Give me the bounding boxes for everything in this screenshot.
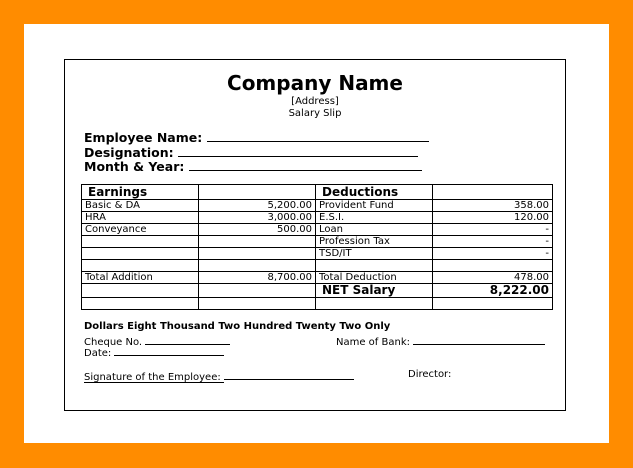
table-row — [82, 200, 553, 212]
deduction-amount: - — [433, 236, 553, 248]
cheque-field[interactable] — [145, 334, 230, 345]
date-row — [84, 345, 224, 360]
earning-amount: 500.00 — [199, 224, 316, 236]
deduction-amount: 358.00 — [433, 200, 553, 212]
director-label: Director: — [408, 369, 452, 380]
total-addition-amount: 8,700.00 — [199, 272, 316, 284]
employee-name-row — [84, 130, 429, 145]
earning-amount: 3,000.00 — [199, 212, 316, 224]
date-label: Date: — [84, 348, 112, 359]
director-row — [408, 369, 451, 381]
deduction-label: E.S.I. — [316, 212, 433, 224]
slip-title: Salary Slip — [288, 108, 342, 119]
designation-label: Designation: — [84, 145, 174, 160]
month-year-row — [84, 159, 422, 174]
table-row-empty — [82, 260, 553, 272]
employee-name-label: Employee Name: — [84, 130, 203, 145]
earning-label: HRA — [82, 212, 199, 224]
earning-label: Basic & DA — [82, 200, 199, 212]
signature-line[interactable] — [84, 382, 224, 383]
designation-row — [84, 145, 418, 160]
total-addition-label: Total Addition — [82, 272, 199, 284]
table-row — [82, 212, 553, 224]
employee-name-field[interactable] — [207, 130, 429, 142]
total-deduction-label: Total Deduction — [316, 272, 433, 284]
employee-signature-field[interactable] — [224, 369, 354, 380]
net-salary-row — [82, 284, 553, 298]
amount-in-words: Dollars Eight Thousand Two Hundred Twenty Two Only — [84, 321, 391, 332]
table-header-row — [82, 185, 553, 200]
bank-label: Name of Bank: — [336, 337, 410, 348]
company-name: Company Name — [227, 71, 403, 95]
cheque-label: Cheque No. — [84, 337, 143, 348]
deduction-label: Provident Fund — [316, 200, 433, 212]
table-row — [82, 248, 553, 260]
table-row — [82, 236, 553, 248]
table-row — [82, 224, 553, 236]
totals-row — [82, 272, 553, 284]
total-deduction-amount: 478.00 — [433, 272, 553, 284]
employee-signature-label: Signature of the Employee: — [84, 372, 221, 383]
table-row-empty — [82, 298, 553, 310]
earnings-header: Earnings — [82, 185, 199, 200]
page — [24, 24, 609, 443]
earning-amount: 5,200.00 — [199, 200, 316, 212]
salary-slip — [64, 59, 566, 411]
deduction-amount: 120.00 — [433, 212, 553, 224]
salary-table — [81, 184, 553, 310]
net-salary-amount: 8,222.00 — [433, 284, 553, 298]
deduction-amount: - — [433, 248, 553, 260]
month-year-field[interactable] — [189, 159, 422, 171]
company-address: [Address] — [291, 96, 339, 107]
deduction-label: Loan — [316, 224, 433, 236]
earning-label: Conveyance — [82, 224, 199, 236]
date-field[interactable] — [114, 345, 224, 356]
net-salary-label: NET Salary — [316, 284, 433, 298]
designation-field[interactable] — [178, 145, 418, 157]
deduction-label: TSD/IT — [316, 248, 433, 260]
bank-field[interactable] — [413, 334, 545, 345]
month-year-label: Month & Year: — [84, 159, 185, 174]
bank-row — [336, 334, 545, 349]
deductions-header: Deductions — [316, 185, 433, 200]
deduction-label: Profession Tax — [316, 236, 433, 248]
deduction-amount: - — [433, 224, 553, 236]
